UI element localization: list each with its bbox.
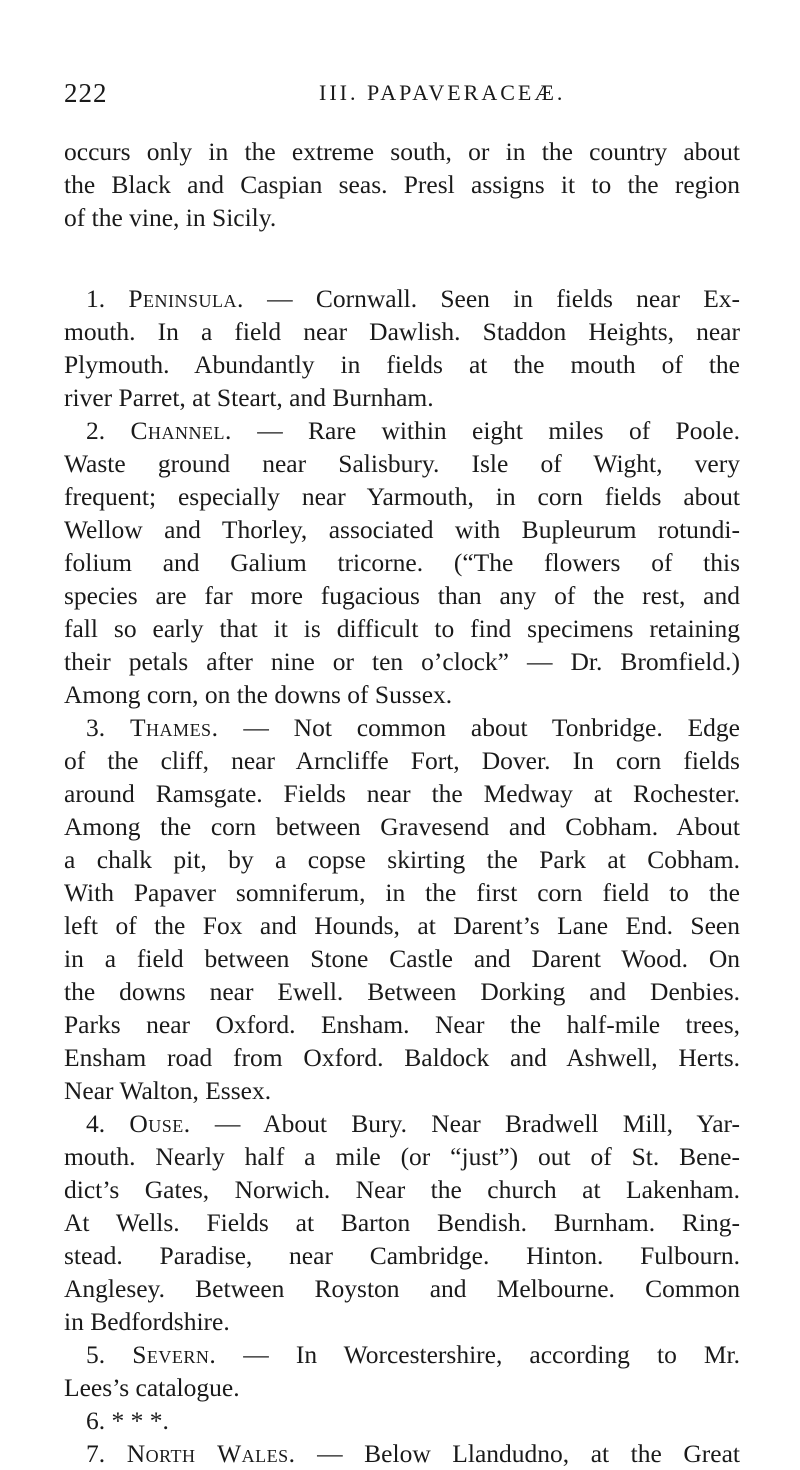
text-line: in a field between Stone Castle and Darent Wood. On (64, 944, 740, 973)
entry-text: — In Worcestershire, according to Mr. (216, 1340, 741, 1369)
text-line: folium and Galium tricorne. (“The flowers of this (64, 548, 740, 577)
text-line: Anglesey. Between Royston and Melbourne. Common (64, 1274, 740, 1303)
entry-text: — Rare within eight miles of Poole. (231, 416, 740, 445)
province-entry-peninsula (64, 282, 740, 414)
page-number: 222 (64, 78, 108, 108)
entry-text: — Below Llandudno, at the Great (295, 1439, 740, 1468)
text-line: stead. Paradise, near Cambridge. Hinton. Fulbourn. (64, 1241, 740, 1270)
province-name: Peninsula. (128, 284, 244, 313)
text-line: At Wells. Fields at Barton Bendish. Burnham. Ring- (64, 1208, 740, 1237)
text-line (64, 282, 740, 315)
province-entry-north-wales (64, 1437, 740, 1470)
text-line: species are far more fugacious than any of the rest, and (64, 581, 740, 610)
province-name: Thames. (129, 713, 219, 742)
text-line: Lees’s catalogue. (64, 1373, 240, 1402)
province-name: Severn. (132, 1340, 217, 1369)
intro-paragraph (64, 135, 740, 234)
province-entry-thames (64, 711, 740, 1107)
province-name: Channel. (130, 416, 232, 445)
running-head: III. PAPAVERACEÆ. (319, 80, 566, 105)
text-line: Among the corn between Gravesend and Cobham. About (64, 812, 740, 841)
province-entry-ouse (64, 1107, 740, 1338)
text-line: the Black and Caspian seas. Presl assigns it to the region (64, 170, 740, 199)
entry-text: — Not common about Tonbridge. Edge (218, 713, 740, 742)
entry-number: 6. (86, 1406, 106, 1435)
text-line: frequent; especially near Yarmouth, in corn fields about (64, 482, 740, 511)
text-line: a chalk pit, by a copse skirting the Park at Cobham. (64, 845, 740, 874)
province-name: North Wales. (126, 1439, 296, 1468)
text-line: fall so early that it is difficult to find specimens retaining (64, 614, 740, 643)
entry-text: * * *. (105, 1406, 169, 1435)
province-entry-channel (64, 414, 740, 711)
entry-number: 2. (86, 416, 106, 445)
text-line: Near Walton, Essex. (64, 1076, 272, 1105)
text-line: the downs near Ewell. Between Dorking and Denbies. (64, 977, 740, 1006)
paragraph-gap (64, 234, 740, 282)
text-line: mouth. In a field near Dawlish. Staddon Heights, near (64, 317, 740, 346)
text-line (64, 711, 740, 744)
text-line (64, 1437, 740, 1470)
province-entry-6 (64, 1404, 740, 1437)
entry-number: 1. (86, 284, 106, 313)
text-line: river Parret, at Steart, and Burnham. (64, 383, 434, 412)
text-line: Wellow and Thorley, associated with Bupleurum rotundi- (64, 515, 740, 544)
text-line: around Ramsgate. Fields near the Medway at Rochester. (64, 779, 740, 808)
entry-number: 5. (86, 1340, 106, 1369)
entry-number: 4. (86, 1109, 106, 1138)
entry-number: 7. (86, 1439, 106, 1468)
text-line: Among corn, on the downs of Sussex. (64, 680, 453, 709)
province-name: Ouse. (129, 1109, 191, 1138)
text-line (64, 414, 740, 447)
body-text (64, 135, 740, 1470)
entry-text: — About Bury. Near Bradwell Mill, Yar- (190, 1109, 740, 1138)
text-line: in Bedfordshire. (64, 1307, 230, 1336)
text-line: left of the Fox and Hounds, at Darent’s Lane End. Seen (64, 911, 740, 940)
text-line (64, 1404, 740, 1437)
entry-number: 3. (86, 713, 106, 742)
text-line (64, 1338, 740, 1371)
text-line: occurs only in the extreme south, or in the country about (64, 137, 740, 166)
text-line: their petals after nine or ten o’clock” — Dr. Bromfield.) (64, 647, 740, 676)
province-entry-severn (64, 1338, 740, 1404)
text-line: Ensham road from Oxford. Baldock and Ashwell, Herts. (64, 1043, 740, 1072)
entry-text: — Cornwall. Seen in fields near Ex- (243, 284, 741, 313)
text-line: dict’s Gates, Norwich. Near the church at Lakenham. (64, 1175, 740, 1204)
text-line: of the cliff, near Arncliffe Fort, Dover. In corn fields (64, 746, 740, 775)
text-line: of the vine, in Sicily. (64, 203, 277, 232)
text-line: mouth. Nearly half a mile (or “just”) out of St. Bene- (64, 1142, 740, 1171)
text-line: Plymouth. Abundantly in fields at the mouth of the (64, 350, 740, 379)
text-line: Parks near Oxford. Ensham. Near the half-mile trees, (64, 1010, 740, 1039)
text-line: With Papaver somniferum, in the first corn field to the (64, 878, 740, 907)
page-header (64, 78, 736, 118)
text-line (64, 1107, 740, 1140)
text-line: Waste ground near Salisbury. Isle of Wight, very (64, 449, 740, 478)
